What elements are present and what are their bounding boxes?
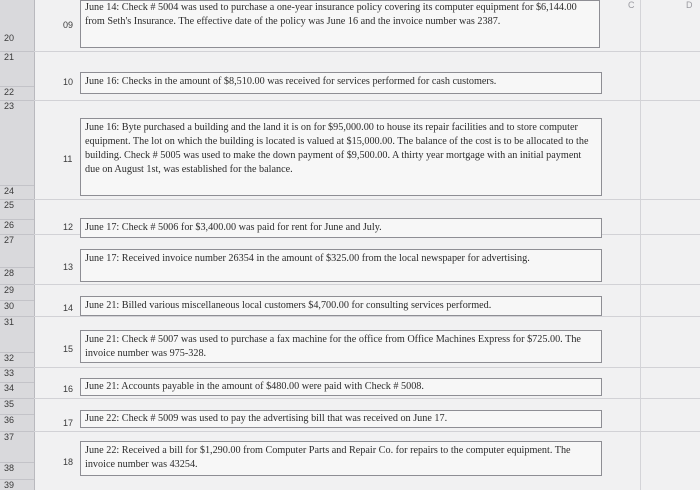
row-number-38[interactable]: 38 [0, 462, 34, 473]
row-number-25[interactable]: 25 [0, 199, 34, 210]
row-number-34[interactable]: 34 [0, 382, 34, 393]
column-divider [640, 0, 641, 490]
task-cell-13[interactable]: June 17: Received invoice number 26354 in the amount of $325.00 from the local newspaper for advertising. [80, 249, 602, 282]
row-number-39[interactable]: 39 [0, 479, 34, 490]
row-gridline [34, 431, 700, 432]
row-number-36[interactable]: 36 [0, 414, 34, 425]
row-gridline [34, 199, 700, 200]
row-number-29[interactable]: 29 [0, 284, 34, 295]
task-cell-17[interactable]: June 22: Check # 5009 was used to pay the advertising bill that was received on June 17. [80, 410, 602, 428]
task-number: 10 [63, 77, 74, 87]
row-gridline [34, 284, 700, 285]
row-gridline [34, 100, 700, 101]
column-header-c[interactable]: C [628, 0, 635, 10]
task-cell-15[interactable]: June 21: Check # 5007 was used to purchase a fax machine for the office from Office Machines Express for $725.00. The invoice number was 975-328. [80, 330, 602, 363]
row-gridline [34, 367, 700, 368]
task-cell-11[interactable]: June 16: Byte purchased a building and the land it is on for $95,000.00 to house its repair facilities and to store computer equipment. The lot on which the building is located is valued at $15,000.00. The balance of the cost is to be allocated to the building. Check # 5005 was used to make the down payment of $9,500.00. A thirty year mortgage with an initial payment due on August 1st, was established for the balance. [80, 118, 602, 196]
row-number-24[interactable]: 24 [0, 185, 34, 196]
task-cell-16[interactable]: June 21: Accounts payable in the amount of $480.00 were paid with Check # 5008. [80, 378, 602, 396]
task-cell-18[interactable]: June 22: Received a bill for $1,290.00 from Computer Parts and Repair Co. for repairs to the computer equipment. The invoice number was 43254. [80, 441, 602, 476]
task-number: 11 [63, 154, 73, 164]
task-number: 16 [63, 384, 74, 394]
row-number-20[interactable]: 20 [4, 33, 15, 43]
task-number: 18 [63, 457, 74, 467]
task-cell-09[interactable]: June 14: Check # 5004 was used to purchase a one-year insurance policy covering its computer equipment for $6,144.00 from Seth's Insurance. The effective date of the policy was June 16 and the invoice number was 2387. [80, 0, 600, 48]
row-number-22[interactable]: 22 [0, 86, 34, 97]
row-number-37[interactable]: 37 [0, 431, 34, 442]
row-number-33[interactable]: 33 [0, 367, 34, 378]
row-number-21[interactable]: 21 [0, 51, 34, 62]
row-number-35[interactable]: 35 [0, 398, 34, 409]
task-number: 13 [63, 262, 74, 272]
row-gridline [34, 51, 700, 52]
task-number: 12 [63, 222, 74, 232]
row-number-31[interactable]: 31 [0, 316, 34, 327]
task-number: 17 [63, 418, 74, 428]
row-gridline [34, 316, 700, 317]
column-header-d[interactable]: D [686, 0, 693, 10]
row-number-27[interactable]: 27 [0, 234, 34, 245]
row-gridline [34, 398, 700, 399]
task-number: 15 [63, 344, 74, 354]
row-number-32[interactable]: 32 [0, 352, 34, 363]
row-number-30[interactable]: 30 [0, 300, 34, 311]
task-number: 14 [63, 303, 74, 313]
row-number-26[interactable]: 26 [0, 219, 34, 230]
task-cell-14[interactable]: June 21: Billed various miscellaneous local customers $4,700.00 for consulting services performed. [80, 296, 602, 316]
row-number-28[interactable]: 28 [0, 267, 34, 278]
task-number: 09 [63, 20, 74, 30]
row-number-23[interactable]: 23 [0, 100, 34, 111]
task-cell-10[interactable]: June 16: Checks in the amount of $8,510.00 was received for services performed for cash customers. [80, 72, 602, 94]
task-cell-12[interactable]: June 17: Check # 5006 for $3,400.00 was paid for rent for June and July. [80, 218, 602, 238]
